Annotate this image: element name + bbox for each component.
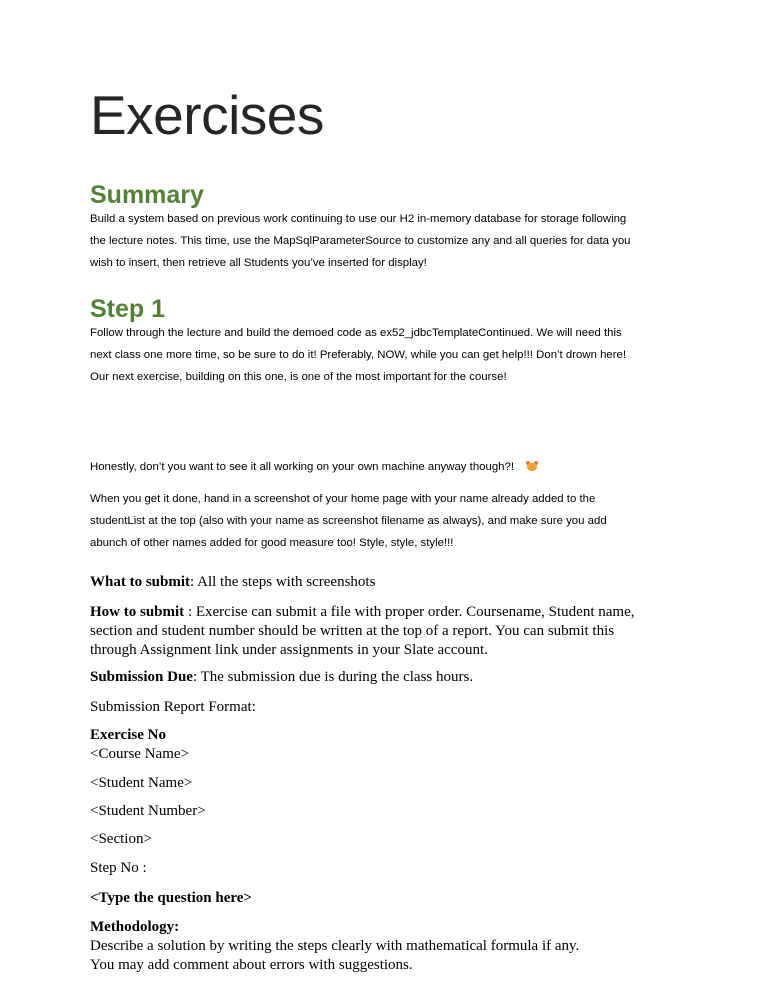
methodology-line: You may add comment about errors with suggestions.: [90, 957, 413, 973]
section-placeholder: <Section>: [90, 831, 152, 847]
what-to-submit: [90, 573, 690, 592]
student-number-placeholder: <Student Number>: [90, 803, 206, 819]
methodology-label: Methodology:: [90, 919, 180, 935]
how-to-submit: [90, 603, 690, 660]
how-to-submit-line: section and student number should be written at the top of a report. You can submit this: [90, 623, 615, 639]
summary-line: the lecture notes. This time, use the MapSqlParameterSource to customize any and all queries for data you: [90, 235, 631, 247]
step1-paragraph: [90, 322, 680, 388]
student-name-placeholder: <Student Name>: [90, 775, 193, 791]
how-to-submit-label: How to submit: [90, 604, 185, 620]
summary-line: Build a system based on previous work continuing to use our H2 in-memory database for storage following: [90, 213, 627, 225]
methodology-line: Describe a solution by writing the steps clearly with mathematical formula if any.: [90, 938, 580, 954]
what-to-submit-label: What to submit: [90, 574, 191, 590]
honestly-text: Honestly, don’t you want to see it all working on your own machine anyway though?!: [90, 461, 515, 473]
course-name-placeholder: <Course Name>: [90, 746, 189, 762]
how-to-submit-line: through Assignment link under assignments in your Slate account.: [90, 642, 488, 658]
step1-line: Our next exercise, building on this one, is one of the most important for the course!: [90, 371, 507, 383]
question-placeholder: [90, 889, 690, 908]
step1-line: next class one more time, so be sure to do it! Preferably, NOW, while you can get help!!! Don’t drown here!: [90, 349, 627, 361]
handin-paragraph: [90, 488, 680, 554]
submission-due-text: : The submission due is during the class hours.: [192, 669, 474, 685]
handin-line: studentList at the top (also with your name as screenshot filename as always), and make sure you add: [90, 515, 607, 527]
submission-due-label: Submission Due: [90, 669, 193, 685]
submission-due: [90, 668, 690, 687]
exercise-no-block: [90, 726, 690, 764]
honestly-paragraph: [90, 456, 680, 478]
grinning-cat-icon: [526, 461, 538, 471]
what-to-submit-text: : All the steps with screenshots: [190, 574, 376, 590]
handin-line: When you get it done, hand in a screenshot of your home page with your name already added to the: [90, 493, 596, 505]
step1-heading: Step 1: [90, 295, 166, 323]
summary-heading: Summary: [90, 181, 204, 209]
report-format-label: Submission Report Format:: [90, 699, 256, 715]
summary-paragraph: [90, 208, 680, 274]
step1-line: Follow through the lecture and build the demoed code as ex52_jdbcTemplateContinued. We will need this: [90, 327, 622, 339]
handin-line: abunch of other names added for good measure too! Style, style, style!!!: [90, 537, 454, 549]
methodology-block: [90, 918, 690, 975]
question-text: <Type the question here>: [90, 890, 252, 906]
exercise-no: Exercise No: [90, 727, 166, 743]
how-to-submit-line: : Exercise can submit a file with proper order. Coursename, Student name,: [184, 604, 635, 620]
page-title: Exercises: [90, 84, 324, 146]
summary-line: wish to insert, then retrieve all Students you’ve inserted for display!: [90, 257, 427, 269]
step-no-label: Step No :: [90, 860, 147, 876]
